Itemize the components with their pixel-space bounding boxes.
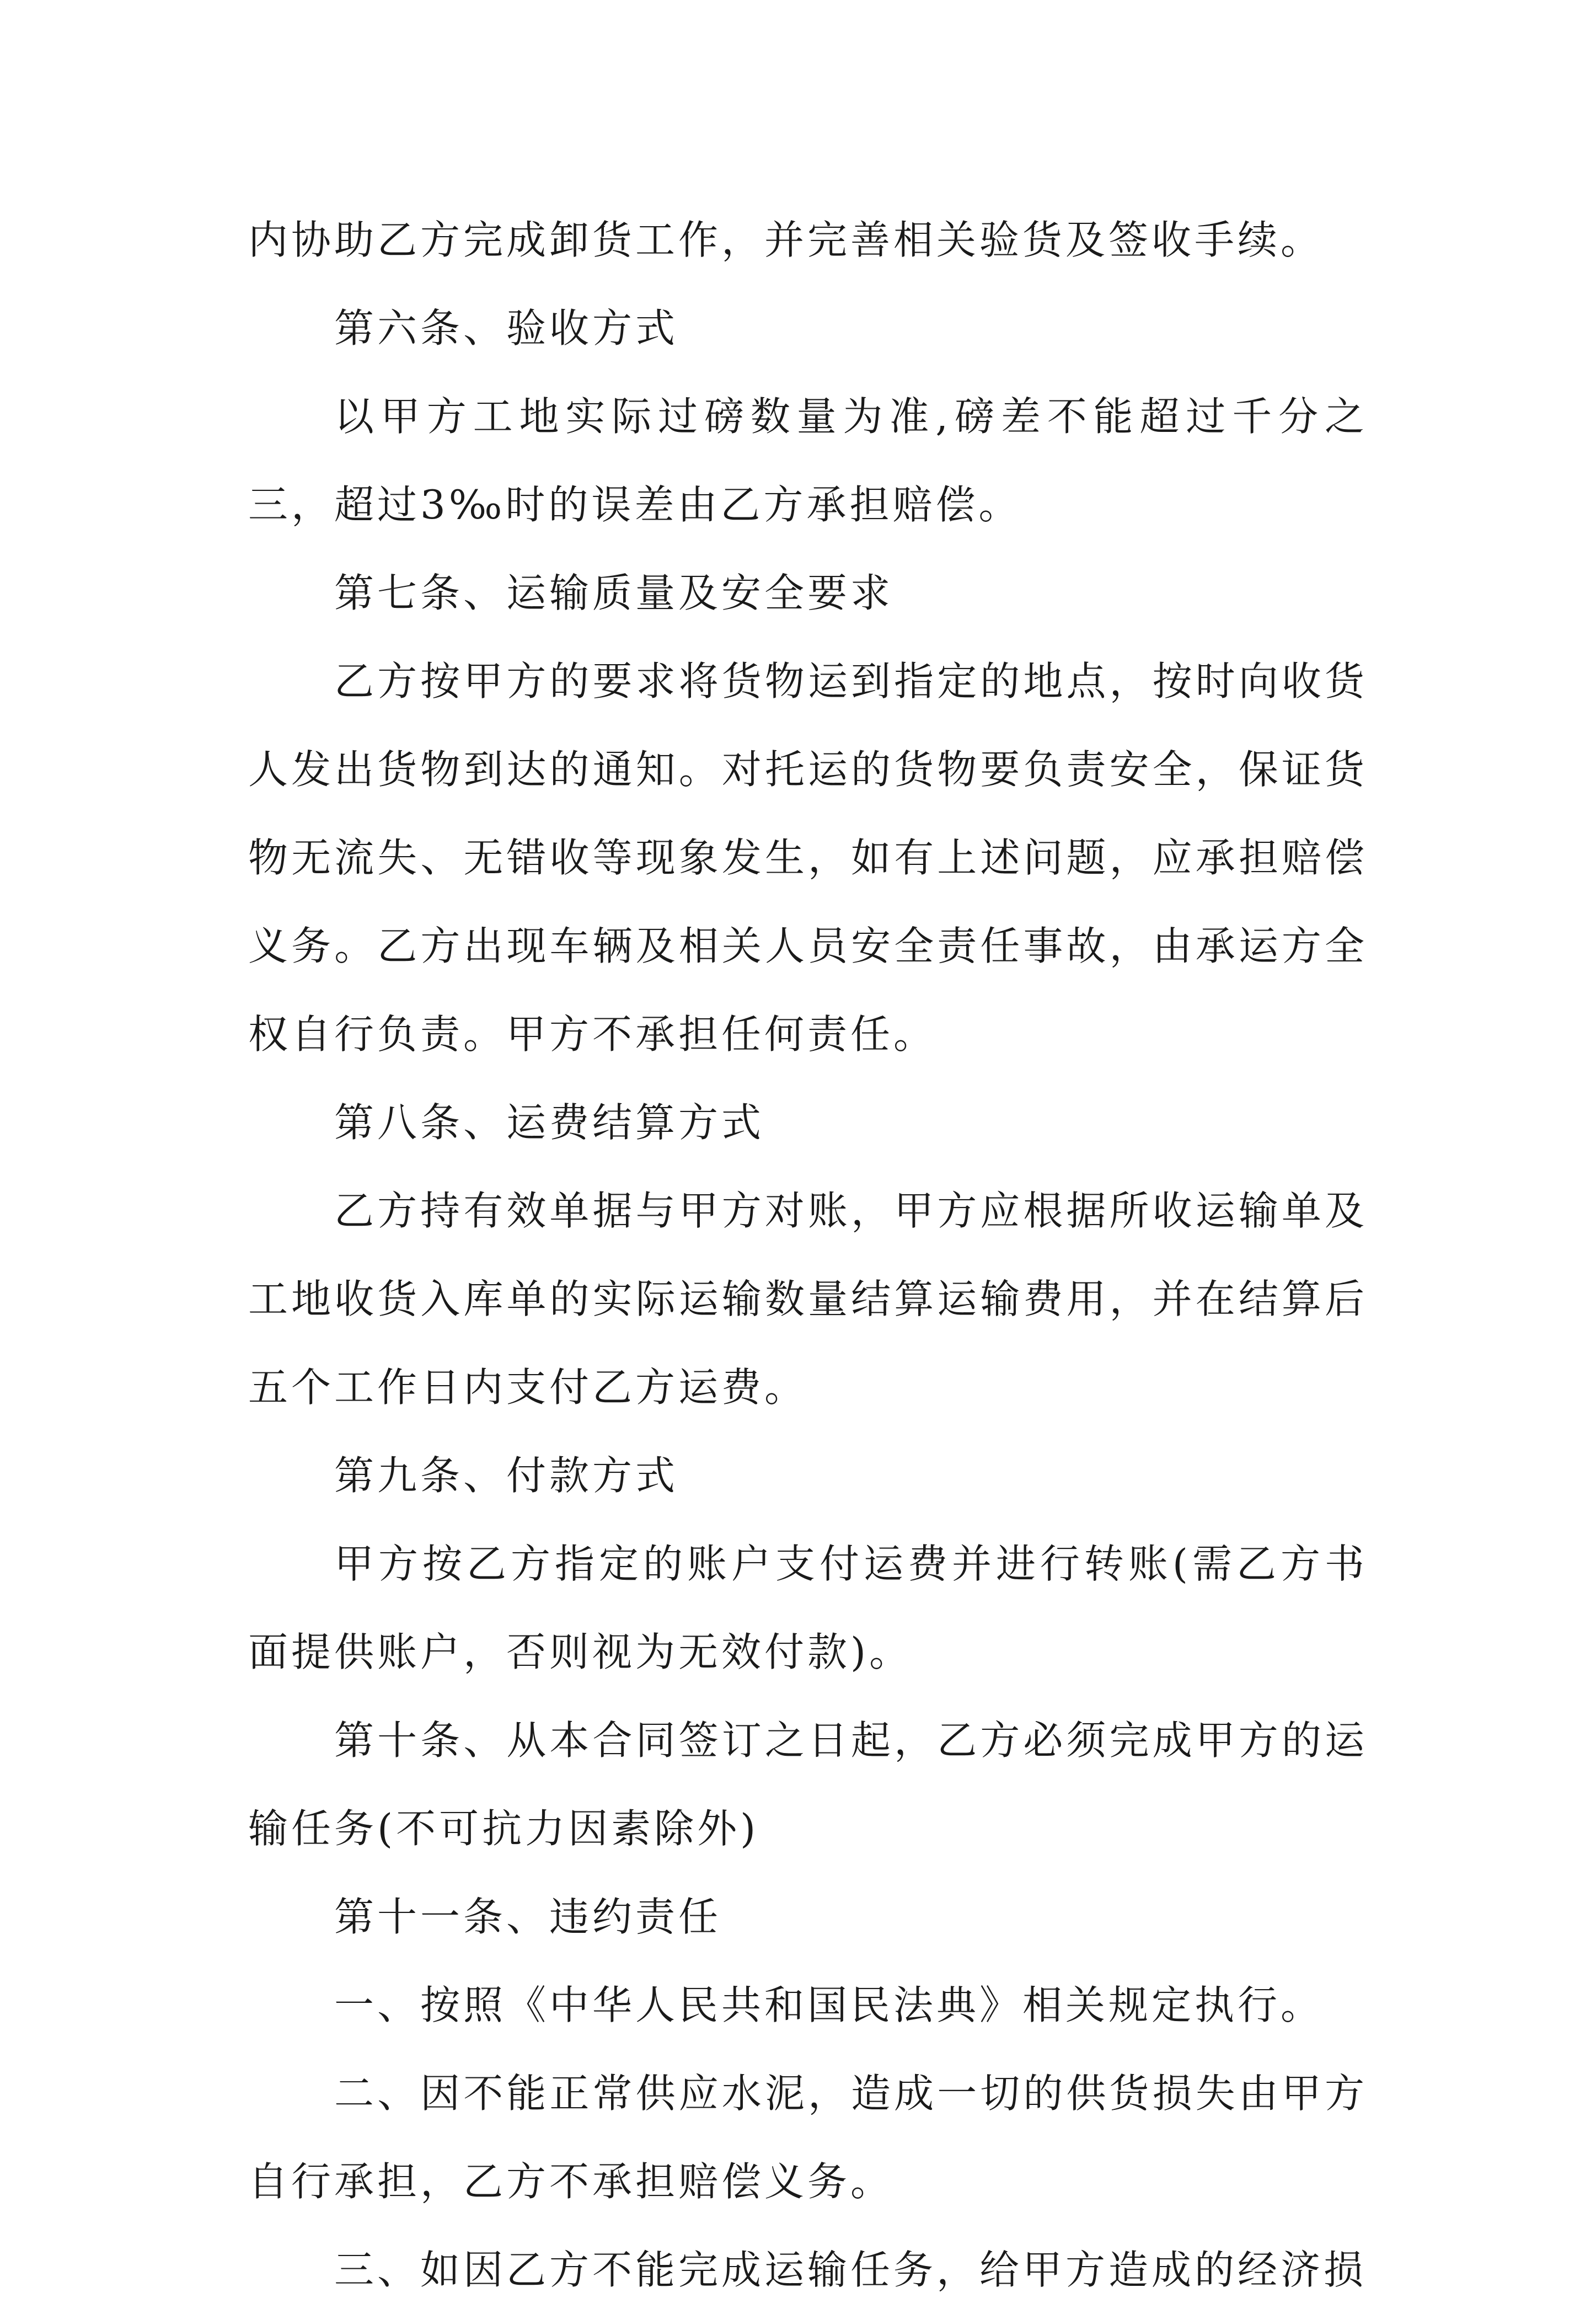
article-11-item-1: 一、按照《中华人民共和国民法典》相关规定执行。 <box>334 1982 1324 2028</box>
article-11-item-3: 三、如因乙方不能完成运输任务，给甲方造成的经济损 <box>334 2247 1367 2293</box>
contract-text-body <box>248 196 1368 2314</box>
paragraph-continuation: 内协助乙方完成卸货工作，并完善相关验货及签收手续。 <box>248 217 1324 263</box>
article-8-heading: 第八条、运费结算方式 <box>334 1099 765 1146</box>
article-7-heading: 第七条、运输质量及安全要求 <box>334 570 894 616</box>
article-8-body: 乙方持有效单据与甲方对账，甲方应根据所收运输单及工地收货入库单的实际运输数量结算运输费用，并在结算后五个工作日内支付乙方运费。 <box>248 1188 1368 1410</box>
article-6-heading: 第六条、验收方式 <box>334 305 679 351</box>
article-11-heading: 第十一条、违约责任 <box>334 1894 722 1940</box>
article-10: 第十条、从本合同签订之日起，乙方必须完成甲方的运输任务(不可抗力因素除外) <box>248 1717 1368 1852</box>
article-9-heading: 第九条、付款方式 <box>334 1452 679 1499</box>
article-9-body: 甲方按乙方指定的账户支付运费并进行转账(需乙方书面提供账户，否则视为无效付款)。 <box>248 1541 1368 1675</box>
article-6-body: 以甲方工地实际过磅数量为准,磅差不能超过千分之三，超过3‰时的误差由乙方承担赔偿。 <box>248 393 1368 528</box>
article-11-item-2: 二、因不能正常供应水泥，造成一切的供货损失由甲方自行承担，乙方不承担赔偿义务。 <box>248 2070 1368 2205</box>
article-7-body: 乙方按甲方的要求将货物运到指定的地点，按时向收货人发出货物到达的通知。对托运的货物要负责安全，保证货物无流失、无错收等现象发生，如有上述问题，应承担赔偿义务。乙方出现车辆及相关人员安全责任事故，由承运方全权自行负责。甲方不承担任何责任。 <box>248 658 1368 1057</box>
